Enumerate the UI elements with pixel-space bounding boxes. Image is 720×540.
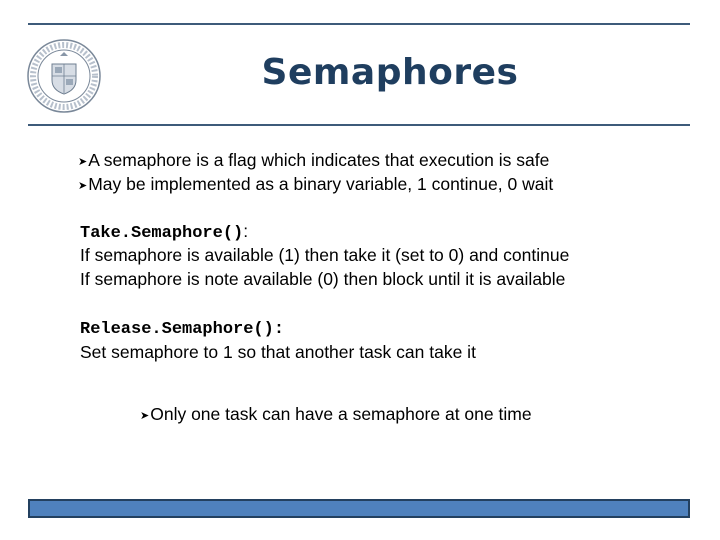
take-semaphore-suffix: : xyxy=(243,221,249,241)
title-divider xyxy=(28,124,690,126)
release-semaphore-line: Set semaphore to 1 so that another task can take it xyxy=(80,342,476,362)
take-semaphore-heading xyxy=(80,221,248,243)
release-semaphore-heading xyxy=(80,317,284,339)
slide-title: Semaphores xyxy=(261,52,519,93)
note-item xyxy=(140,404,532,425)
take-semaphore-line: If semaphore is available (1) then take it (set to 0) and continue xyxy=(80,245,570,265)
arrow-bullet-icon: ➤ xyxy=(78,180,88,192)
arrow-bullet-icon: ➤ xyxy=(140,410,150,422)
university-seal-logo xyxy=(26,38,102,114)
bullet-item xyxy=(78,174,553,195)
bullet-text: May be implemented as a binary variable, 1 continue, 0 wait xyxy=(88,174,554,194)
arrow-bullet-icon: ➤ xyxy=(78,156,88,168)
footer-bar xyxy=(28,499,690,518)
bullet-text: A semaphore is a flag which indicates that execution is safe xyxy=(88,150,550,170)
release-semaphore-code: Release.Semaphore(): xyxy=(80,320,285,339)
bullet-item xyxy=(78,150,549,171)
take-semaphore-code: Take.Semaphore() xyxy=(80,224,244,243)
take-semaphore-line: If semaphore is note available (0) then block until it is available xyxy=(80,269,566,289)
note-text: Only one task can have a semaphore at one time xyxy=(150,404,532,424)
top-divider xyxy=(28,23,690,25)
